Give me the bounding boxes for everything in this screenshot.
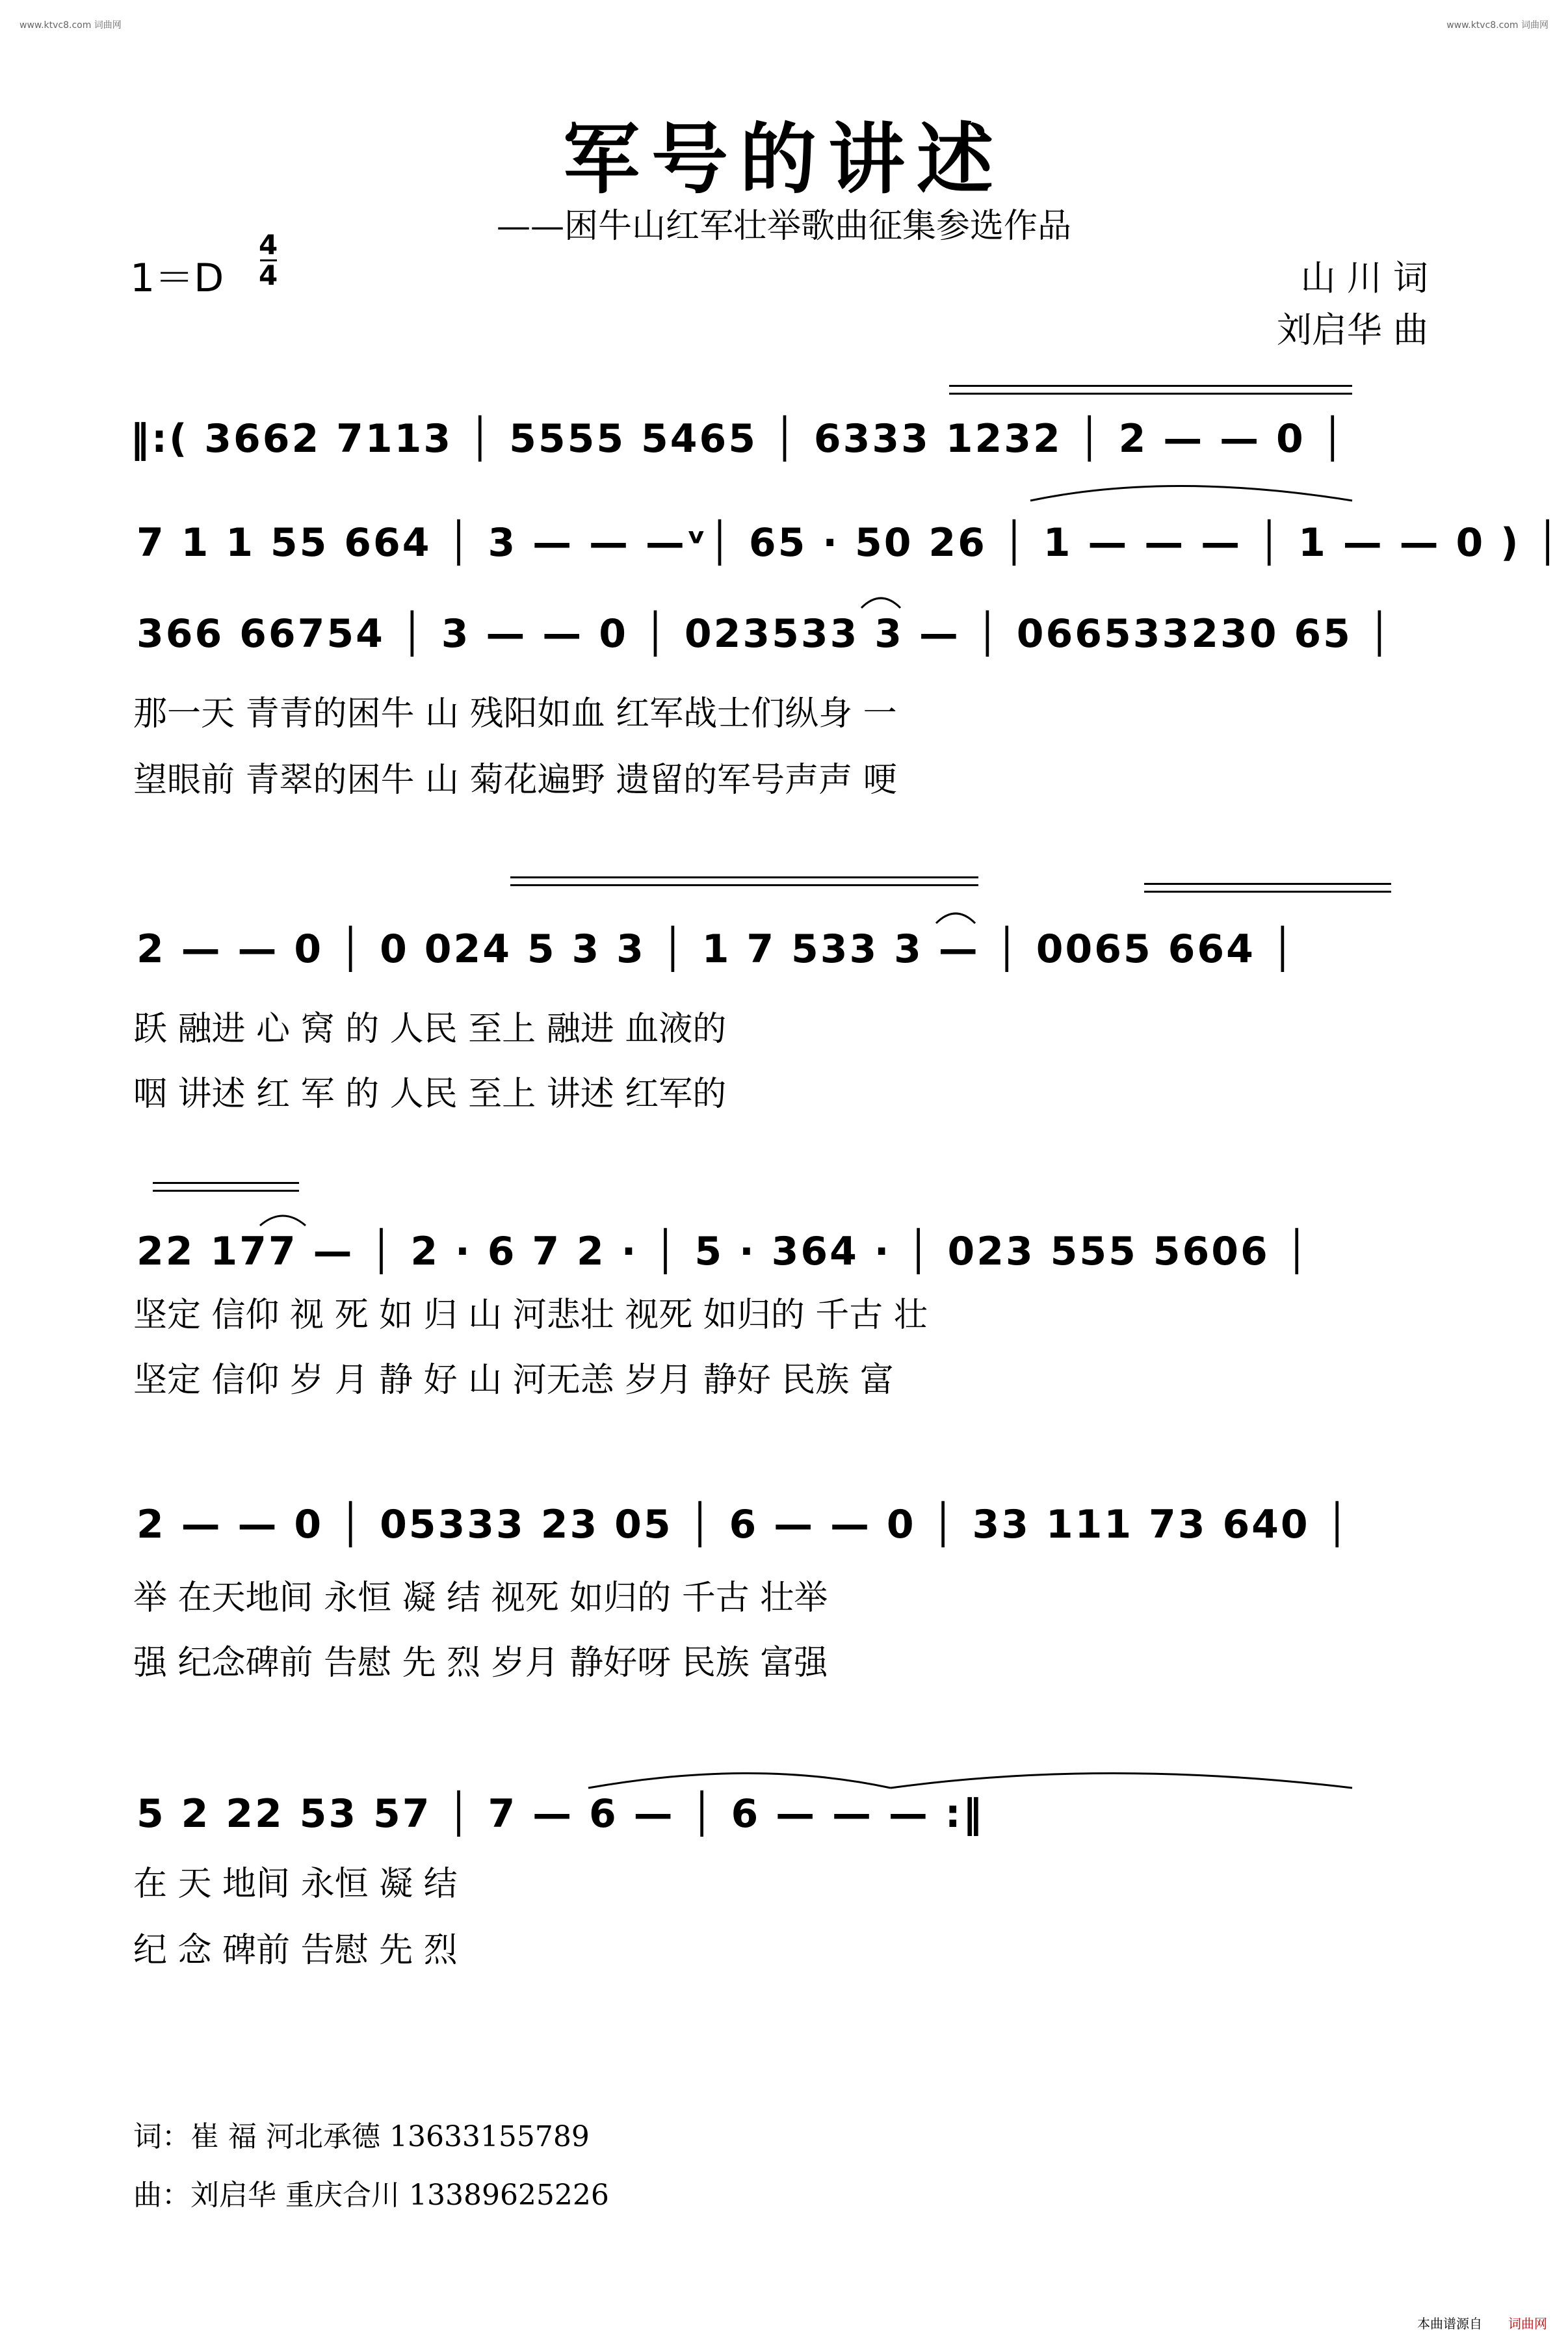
lyrics-6-verse-2: 强 纪念碑前 告慰 先 烈 岁月 静好呀 民族 富强: [133, 1644, 828, 1683]
lyrics-5-verse-1: 坚定 信仰 视 死 如 归 山 河悲壮 视死 如归的 千古 壮: [133, 1296, 928, 1335]
key-signature: 1＝D: [130, 256, 224, 301]
lyrics-3-verse-2: 望眼前 青翠的困牛 山 菊花遍野 遗留的军号声声 哽: [133, 761, 897, 800]
lyricist-contact: 词：崔 福 河北承德 13633155789: [133, 2120, 590, 2153]
lyrics-4-verse-1: 跃 融进 心 窝 的 人民 至上 融进 血液的: [133, 1010, 727, 1049]
lyrics-3-verse-1: 那一天 青青的困牛 山 残阳如血 红军战士们纵身 一: [133, 694, 897, 733]
lyrics-5-verse-2: 坚定 信仰 岁 月 静 好 山 河无恙 岁月 静好 民族 富: [133, 1361, 894, 1400]
lyrics-4-verse-2: 咽 讲述 红 军 的 人民 至上 讲述 红军的: [133, 1075, 727, 1114]
lyricist-credit: 山 川 词: [1300, 257, 1428, 298]
meter-bottom: 4: [259, 259, 278, 291]
lyrics-7-verse-2: 纪 念 碑前 告慰 先 烈: [133, 1931, 458, 1970]
meter-top: 4: [259, 229, 278, 261]
score-line-4: 2 — — 0 │ 0 024 5 3 3 │ 1 7 533 3 — │ 0065 664 │: [137, 926, 1296, 972]
score-line-3: 366 66754 │ 3 — — 0 │ 023533 3 — │ 066533230 65 │: [137, 611, 1393, 657]
score-line-7: 5 2 22 53 57 │ 7 — 6 — │ 6 — — — :‖: [137, 1791, 984, 1837]
source-stamp-left: 本曲谱源自: [1417, 2316, 1482, 2331]
score-line-2: 7 1 1 55 664 │ 3 — — —ᵛ│ 65 · 50 26 │ 1 — — — │ 1 — — 0 ) │: [137, 520, 1561, 566]
lyrics-7-verse-1: 在 天 地间 永恒 凝 结: [133, 1865, 458, 1904]
source-stamp-right: 词曲网: [1508, 2316, 1547, 2331]
composer-credit: 刘启华 曲: [1276, 309, 1428, 350]
score-line-6: 2 — — 0 │ 05333 23 05 │ 6 — — 0 │ 33 111 73 640 │: [137, 1502, 1351, 1547]
site-watermark-left: www.ktvc8.com 词曲网: [20, 20, 122, 31]
score-line-1: ‖:( 3662 7113 │ 5555 5465 │ 6333 1232 │ 2 — — 0 │: [130, 416, 1346, 462]
site-watermark-right: www.ktvc8.com 词曲网: [1446, 20, 1548, 31]
song-subtitle: ——困牛山红军壮举歌曲征集参选作品: [496, 207, 1071, 246]
song-title: 军号的讲述: [562, 114, 1005, 204]
composer-contact: 曲：刘启华 重庆合川 13389625226: [133, 2179, 609, 2212]
lyrics-6-verse-1: 举 在天地间 永恒 凝 结 视死 如归的 千古 壮举: [133, 1579, 828, 1618]
score-line-5: 22 177 — │ 2 · 6 7 2 · │ 5 · 364 · │ 023 555 5606 │: [137, 1229, 1311, 1274]
